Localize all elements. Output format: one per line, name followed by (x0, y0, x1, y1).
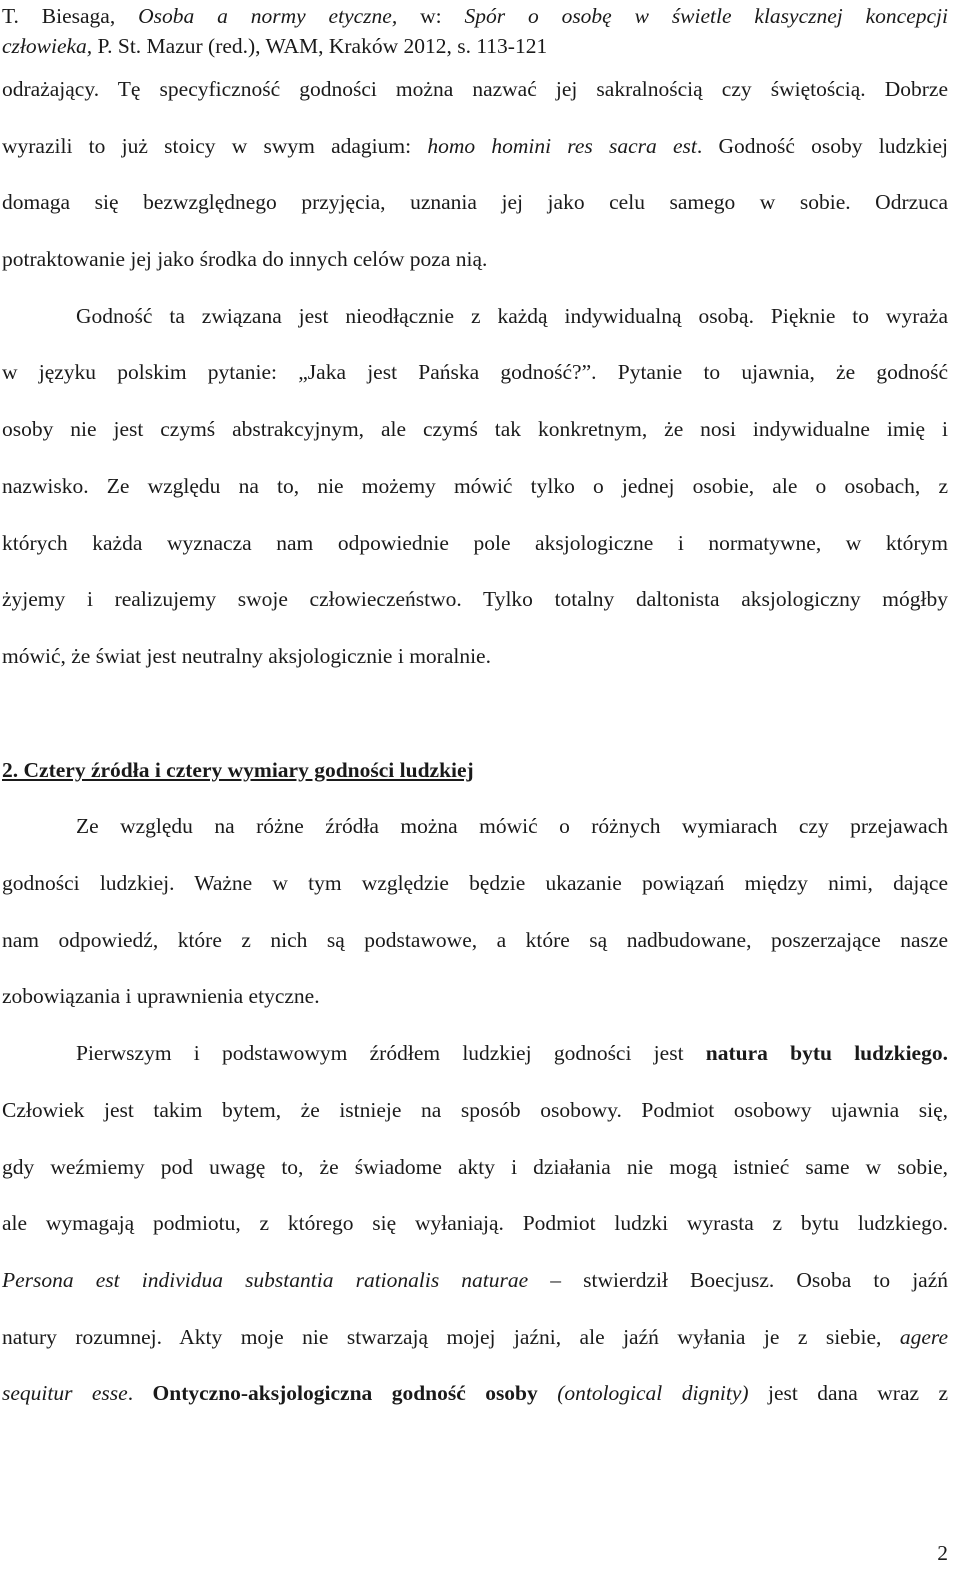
para4-line-5 (2, 1267, 948, 1293)
para4-text: natury rozumnej. Akty moje nie stwarzają mojej jaźni, ale jaźń wyłania je z siebie, (2, 1325, 900, 1349)
latin-phrase: agere (899, 1325, 948, 1349)
para2-line-3: osoby nie jest czymś abstrakcyjnym, ale czymś tak konkretnym, że nosi indywidualne imię i (2, 417, 948, 441)
para2-line-1: Godność ta związana jest nieodłącznie z każdą indywidualną osobą. Pięknie to wyraża (76, 304, 948, 328)
para2-line-6: żyjemy i realizujemy swoje człowieczeństwo. Tylko totalny daltonista aksjologiczny mógłby (2, 587, 948, 611)
para1-line-2 (2, 133, 948, 159)
header-citation-line-1 (2, 3, 948, 29)
header-book-title-cont: człowieka, (2, 34, 93, 58)
header-citation-line-2 (2, 33, 948, 59)
para4-text: jest dana wraz z (748, 1381, 949, 1405)
para4-text: – stwierdził Boecjusz. Osoba to jaźń (528, 1268, 949, 1292)
para1-line-3: domaga się bezwzględnego przyjęcia, uznania jej jako celu samego w sobie. Odrzuca (2, 190, 948, 214)
para1-line-1: odrażający. Tę specyficzność godności można nazwać jej sakralnością czy świętością. Dobrze (2, 77, 948, 101)
emphasis-bold: natura bytu ludzkiego. (705, 1041, 948, 1065)
para3-line-3: nam odpowiedź, które z nich są podstawowe, a które są nadbudowane, poszerzające nasze (2, 928, 948, 952)
latin-definition: Persona est individua substantia rationalis naturae (2, 1268, 529, 1292)
header-author: T. Biesaga, (2, 4, 139, 28)
para3-line-2: godności ludzkiej. Ważne w tym względzie będzie ukazanie powiązań między nimi, dające (2, 871, 948, 895)
para4-line-4: ale wymagają podmiotu, z którego się wyłaniają. Podmiot ludzki wyrasta z bytu ludzkiego. (2, 1211, 948, 1235)
para4-line-1 (76, 1040, 948, 1066)
para4-text: Pierwszym i podstawowym źródłem ludzkiej godności jest (76, 1041, 706, 1065)
section-heading-text: 2. Cztery źródła i cztery wymiary godności ludzkiej (2, 758, 474, 782)
para4-line-2: Człowiek jest takim bytem, że istnieje na sposób osobowy. Podmiot osobowy ujawnia się, (2, 1098, 948, 1122)
para4-text: . (127, 1381, 153, 1405)
emphasis-bold: Ontyczno-aksjologiczna godność osoby (152, 1381, 538, 1405)
latin-phrase: sequitur esse (2, 1381, 128, 1405)
para2-line-2: w języku polskim pytanie: „Jaka jest Pańska godność?”. Pytanie to ujawnia, że godność (2, 360, 948, 384)
para1-text: . Godność osoby ludzkiej (696, 134, 949, 158)
para1-text: wyrazili to już stoicy w swym adagium: (2, 134, 428, 158)
para4-line-3: gdy weźmiemy pod uwagę to, że świadome akty i działania nie mogą istnieć same w sobie, (2, 1155, 948, 1179)
header-in: w: (397, 4, 465, 28)
para4-line-6 (2, 1324, 948, 1350)
para4-text (538, 1381, 557, 1405)
para4-line-7 (2, 1380, 948, 1406)
header-article-title: Osoba a normy etyczne, (138, 4, 398, 28)
english-term: (ontological dignity) (557, 1381, 749, 1405)
section-heading (2, 757, 948, 783)
para2-line-5: których każda wyznacza nam odpowiednie pole aksjologiczne i normatywne, w którym (2, 531, 948, 555)
latin-quote: homo homini res sacra est (427, 134, 697, 158)
para3-line-1: Ze względu na różne źródła można mówić o różnych wymiarach czy przejawach (76, 814, 948, 838)
page-number: 2 (937, 1541, 948, 1565)
para1-line-4: potraktowanie jej jako środka do innych celów poza nią. (2, 247, 488, 271)
header-publication-info: P. St. Mazur (red.), WAM, Kraków 2012, s. 113-121 (92, 34, 548, 58)
para2-line-4: nazwisko. Ze względu na to, nie możemy mówić tylko o jednej osobie, ale o osobach, z (2, 474, 948, 498)
para3-line-4: zobowiązania i uprawnienia etyczne. (2, 984, 320, 1008)
para2-line-7: mówić, że świat jest neutralny aksjologicznie i moralnie. (2, 644, 491, 668)
header-book-title: Spór o osobę w świetle klasycznej koncepcji (464, 4, 948, 28)
